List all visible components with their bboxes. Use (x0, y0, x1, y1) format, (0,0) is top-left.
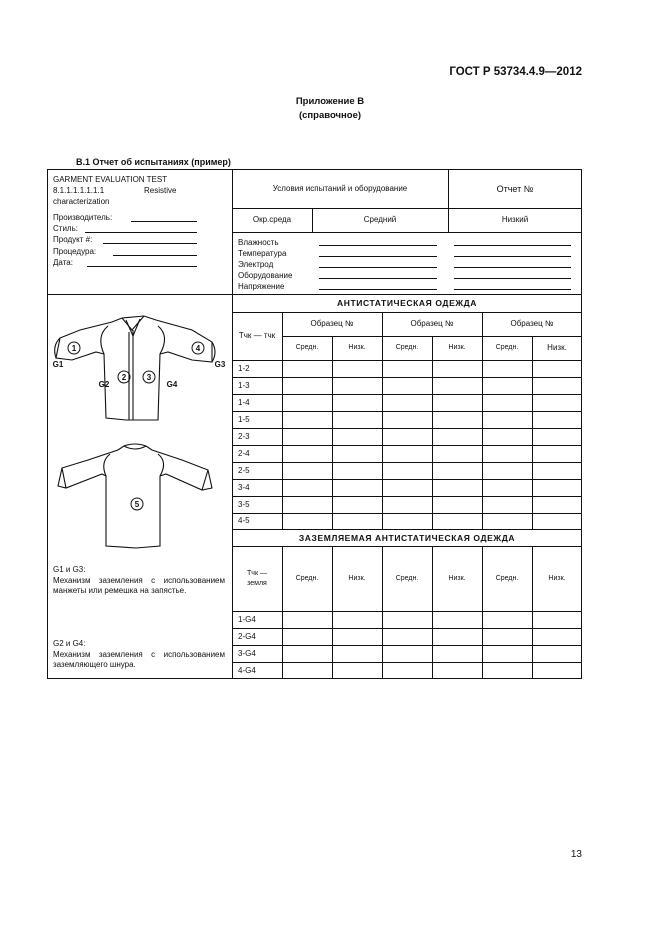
note-g2-g4-text: Механизм заземления с использованием заземляющего шнура. (53, 650, 225, 669)
grid-line (232, 462, 582, 463)
field-procedure-label: Процедура: (53, 247, 97, 256)
table-row: 1-2 (238, 364, 250, 373)
param-humidity: Влажность (238, 238, 279, 247)
table-row: 1-G4 (238, 615, 256, 624)
table-row: 2-4 (238, 449, 250, 458)
annex-subtitle: (справочное) (298, 110, 362, 121)
grid-line (232, 479, 582, 480)
grid-line (232, 232, 582, 233)
test-code-desc-2: characterization (53, 197, 110, 206)
standard-designation: ГОСТ Р 53734.4.9—2012 (449, 66, 582, 78)
table1-sub-medium-2: Средн. (395, 344, 419, 351)
test-code: 8.1.1.1.1.1.1.1 (53, 186, 105, 195)
low-equipment-line[interactable] (454, 278, 571, 279)
point-5-label: 5 (134, 500, 140, 509)
low-electrode-line[interactable] (454, 267, 571, 268)
table-row: 3-4 (238, 483, 250, 492)
test-code-desc: Resistive (144, 186, 177, 195)
table2-point-header-line1: Тчк — (247, 569, 267, 577)
table-row: 2-G4 (238, 632, 256, 641)
table1-sub-medium-3: Средн. (495, 344, 519, 351)
table-row: 1-5 (238, 415, 250, 424)
environment-medium: Средний (363, 215, 397, 224)
low-voltage-line[interactable] (454, 289, 571, 290)
jacket-front-left-armhole (101, 326, 108, 354)
param-voltage: Напряжение (238, 282, 285, 291)
ground-g2-label: G2 (98, 380, 110, 389)
table-row: 1-4 (238, 398, 250, 407)
table1-title: АНТИСТАТИЧЕСКАЯ ОДЕЖДА (336, 298, 478, 308)
point-1-label: 1 (71, 344, 77, 353)
note-g2-g4-title: G2 и G4: (53, 639, 86, 648)
section-title: В.1 Отчет об испытаниях (пример) (76, 157, 231, 167)
grid-line (332, 336, 333, 529)
table2-sub-medium-3: Средн. (495, 574, 519, 582)
table-row: 3-G4 (238, 649, 256, 658)
environment-low: Низкий (501, 215, 529, 224)
jacket-front-right-armhole (158, 326, 165, 354)
test-title: GARMENT EVALUATION TEST (53, 175, 168, 184)
grid-line (432, 336, 433, 529)
grid-line (232, 360, 582, 361)
medium-voltage-line[interactable] (319, 289, 437, 290)
table2-sub-low-1: Низк. (348, 574, 366, 582)
jacket-back-right-armhole (158, 454, 164, 476)
grid-line (232, 428, 582, 429)
jacket-back-left-cuff (62, 468, 66, 488)
table1-sample-2: Образец № (410, 319, 454, 328)
point-2-label: 2 (121, 373, 127, 382)
environment-label: Окр.среда (252, 215, 292, 224)
field-date-line[interactable] (87, 266, 197, 267)
field-date-label: Дата: (53, 258, 73, 267)
grid-line (232, 662, 582, 663)
page-number: 13 (570, 849, 582, 860)
conditions-title: Условия испытаний и оборудование (272, 183, 408, 193)
garment-figure (48, 296, 232, 556)
annex-title: Приложение В (295, 96, 365, 107)
field-product-label: Продукт #: (53, 235, 93, 244)
table1-point-header: Тчк — тчк (238, 331, 276, 340)
note-g1-g3-text: Механизм заземления с использованием манжеты или ремешка на запястье. (53, 576, 225, 595)
grid-line (232, 496, 582, 497)
grid-line (232, 377, 582, 378)
table1-sample-1: Образец № (310, 319, 354, 328)
table-row: 3-5 (238, 500, 250, 509)
table1-sample-3: Образец № (510, 319, 554, 328)
jacket-front-outline (56, 316, 212, 420)
table1-sub-low-1: Низк. (348, 344, 366, 351)
table-row: 1-3 (238, 381, 250, 390)
jacket-back-right-cuff (202, 470, 208, 490)
grid-line (232, 611, 582, 612)
jacket-back-left-armhole (104, 454, 110, 476)
medium-humidity-line[interactable] (319, 245, 437, 246)
table2-sub-medium-2: Средн. (395, 574, 419, 582)
field-manufacturer-label: Производитель: (53, 213, 113, 222)
table-row: 4-G4 (238, 666, 256, 675)
point-3-label: 3 (146, 373, 152, 382)
grid-line (232, 645, 582, 646)
table1-sub-low-2: Низк. (448, 344, 466, 351)
param-equipment: Оборудование (238, 271, 293, 280)
table2-sub-low-3: Низк. (548, 574, 566, 582)
field-manufacturer-line[interactable] (131, 221, 197, 222)
grid-line (232, 445, 582, 446)
table-row: 2-3 (238, 432, 250, 441)
note-g1-g3-title: G1 и G3: (53, 565, 86, 574)
ground-g1-label: G1 (52, 360, 64, 369)
table2-point-header-line2: земля (247, 579, 267, 587)
point-4-label: 4 (195, 344, 201, 353)
grid-line (232, 628, 582, 629)
param-electrode: Электрод (238, 260, 274, 269)
ground-g3-label: G3 (214, 360, 226, 369)
table2-point-header (232, 546, 282, 611)
ground-g4-label: G4 (166, 380, 178, 389)
grid-line (232, 411, 582, 412)
table1-sub-low-3: Низк. (547, 343, 567, 352)
table2-title: ЗАЗЕМЛЯЕМАЯ АНТИСТАТИЧЕСКАЯ ОДЕЖДА (298, 532, 516, 543)
table2-sub-medium-1: Средн. (295, 574, 319, 582)
field-product-line[interactable] (103, 243, 197, 244)
medium-equipment-line[interactable] (319, 278, 437, 279)
param-temperature: Температура (238, 249, 287, 258)
jacket-back-outline (58, 444, 212, 548)
table1-sub-medium-1: Средн. (295, 344, 319, 351)
low-temperature-line[interactable] (454, 256, 571, 257)
medium-electrode-line[interactable] (319, 267, 437, 268)
report-number-label: Отчет № (496, 183, 534, 194)
table2-sub-low-2: Низк. (448, 574, 466, 582)
grid-line (532, 336, 533, 529)
grid-line (232, 513, 582, 514)
field-style-label: Стиль: (53, 224, 78, 233)
low-humidity-line[interactable] (454, 245, 571, 246)
field-style-line[interactable] (85, 232, 197, 233)
table-row: 2-5 (238, 466, 250, 475)
annex-heading (200, 95, 460, 123)
grid-line (232, 394, 582, 395)
medium-temperature-line[interactable] (319, 256, 437, 257)
field-procedure-line[interactable] (113, 255, 197, 256)
jacket-back-collar (124, 446, 146, 449)
table-row: 4-5 (238, 516, 250, 525)
